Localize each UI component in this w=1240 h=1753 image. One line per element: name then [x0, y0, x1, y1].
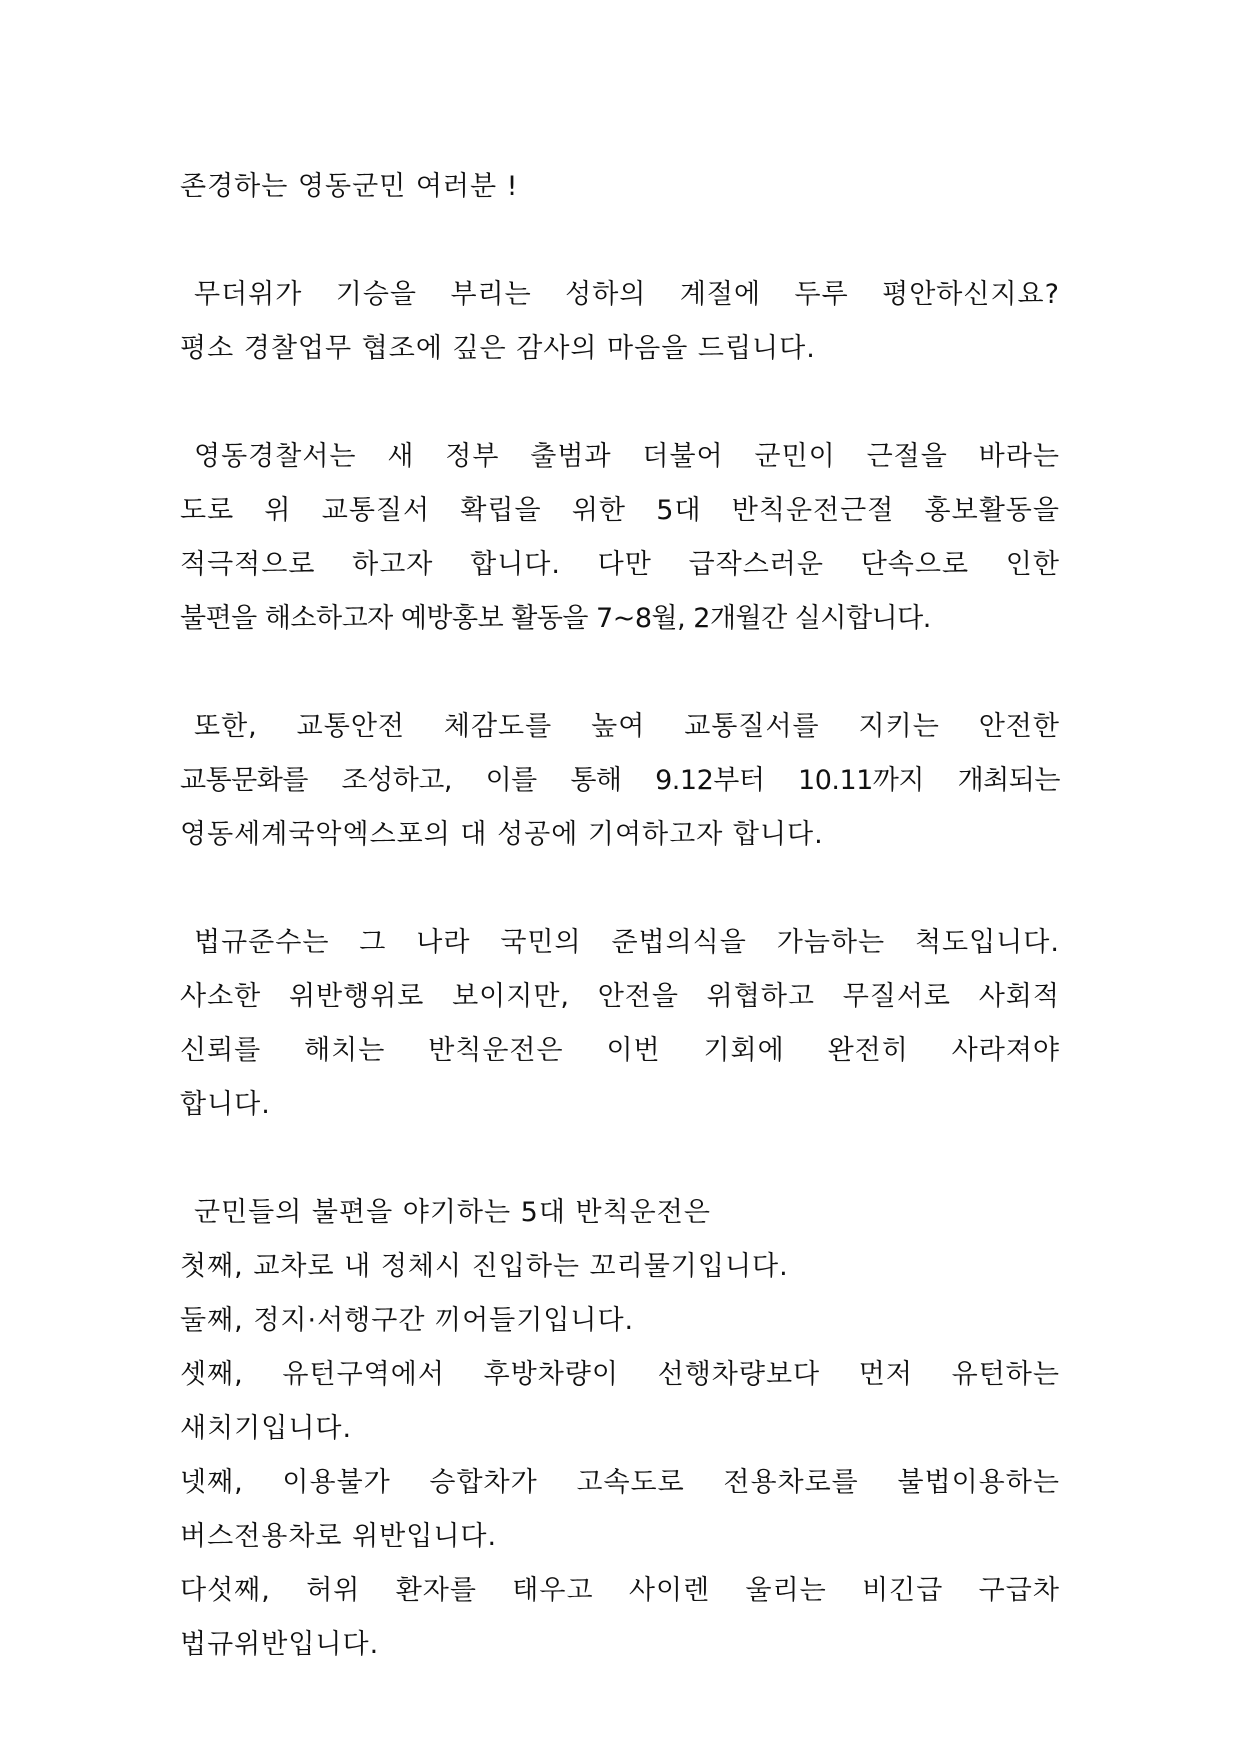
word: 또한,: [194, 711, 258, 742]
word: 후방차량이: [483, 1359, 619, 1390]
greeting: 존경하는 영동군민 여러분 !: [180, 171, 519, 202]
word: 기회에: [703, 1035, 785, 1066]
list-item-5-cont: 법규위반입니다.: [180, 1629, 380, 1660]
word: 유턴구역에서: [282, 1359, 445, 1390]
word: 통해: [570, 765, 622, 796]
list-item-4-cont: 버스전용차로 위반입니다.: [180, 1521, 498, 1552]
word: 도로: [180, 495, 235, 526]
word: 전용차로를: [723, 1467, 859, 1498]
paragraph-5-line-1: 군민들의 불편을 야기하는 5대 반칙운전은: [194, 1197, 711, 1228]
paragraph-gap: [180, 646, 1060, 700]
word: 위: [264, 495, 292, 526]
word: 넷째,: [180, 1467, 244, 1498]
word: 조성하고,: [341, 765, 452, 796]
word: 환자를: [395, 1575, 477, 1606]
paragraph-2-line-1: [180, 430, 1060, 484]
word: 안전한: [978, 711, 1060, 742]
word: 사소한: [180, 981, 262, 1012]
paragraph-4-line-1: [180, 916, 1060, 970]
paragraph-gap: [180, 376, 1060, 430]
word: 비긴급: [862, 1575, 944, 1606]
word: 고속도로: [576, 1467, 685, 1498]
word: 나라: [416, 927, 471, 958]
word: 다섯째,: [180, 1575, 271, 1606]
word: 위반행위로: [288, 981, 425, 1012]
word: 교통질서를: [684, 711, 820, 742]
word: 신뢰를: [180, 1035, 262, 1066]
word: 교통문화를: [180, 765, 308, 796]
word: 울리는: [745, 1575, 827, 1606]
word: 인한: [1005, 549, 1060, 580]
word: 바라는: [978, 441, 1060, 472]
word: 불법이용하는: [897, 1467, 1060, 1498]
word: 위한: [571, 495, 627, 526]
word: 10.11까지: [798, 765, 924, 796]
word: 5대: [656, 495, 702, 526]
paragraph-1-line-2: 평소 경찰업무 협조에 깊은 감사의 마음을 드립니다.: [180, 333, 816, 364]
paragraph-3-line-2: [180, 754, 1060, 808]
word: 급작스러운: [688, 549, 824, 580]
word: 이용불가: [282, 1467, 391, 1498]
word: 정부: [445, 441, 500, 472]
word: 계절에: [679, 279, 762, 310]
word: 더불어: [642, 441, 724, 472]
paragraph-gap: [180, 1132, 1060, 1186]
word: 기승을: [335, 279, 418, 310]
word: 완전히: [827, 1035, 909, 1066]
word: 그: [359, 927, 387, 958]
word: 사회적: [978, 981, 1060, 1012]
word: 새: [387, 441, 415, 472]
word: 9.12부터: [655, 765, 765, 796]
list-item-5: [180, 1564, 1060, 1618]
list-item-1: 첫째, 교차로 내 정체시 진입하는 꼬리물기입니다.: [180, 1251, 789, 1282]
word: 지키는: [858, 711, 940, 742]
paragraph-4-line-4: 합니다.: [180, 1089, 271, 1120]
word: 부리는: [450, 279, 532, 310]
word: 이번: [606, 1035, 661, 1066]
word: 군민이: [754, 441, 836, 472]
word: 합니다.: [470, 549, 561, 580]
word: 사이렌: [628, 1575, 711, 1606]
word: 반칙운전근절: [731, 495, 895, 526]
word: 무질서로: [842, 981, 952, 1012]
letter-body: [180, 160, 1060, 1672]
word: 유턴하는: [951, 1359, 1060, 1390]
word: 근절을: [866, 441, 948, 472]
paragraph-3-line-1: [180, 700, 1060, 754]
list-item-3-cont: 새치기입니다.: [180, 1413, 353, 1444]
word: 셋째,: [180, 1359, 244, 1390]
word: 안전을: [597, 981, 679, 1012]
word: 태우고: [512, 1575, 594, 1606]
word: 높여: [591, 711, 646, 742]
word: 사라져야: [951, 1035, 1060, 1066]
word: 체감도를: [443, 711, 553, 742]
paragraph-2-line-3: [180, 538, 1060, 592]
word: 무더위가: [194, 279, 303, 310]
word: 확립을: [460, 495, 542, 526]
word: 척도입니다.: [914, 927, 1060, 958]
word: 구급차: [978, 1575, 1060, 1606]
word: 준법의식을: [611, 927, 747, 958]
list-item-2: 둘째, 정지·서행구간 끼어들기입니다.: [180, 1305, 635, 1336]
paragraph-gap: [180, 862, 1060, 916]
paragraph-4-line-2: [180, 970, 1060, 1024]
word: 보이지만,: [452, 981, 570, 1012]
list-item-4: [180, 1456, 1060, 1510]
word: 반칙운전은: [428, 1035, 564, 1066]
word: 홍보활동을: [924, 495, 1060, 526]
paragraph-1-line-1: [180, 268, 1060, 322]
word: 다만: [597, 549, 652, 580]
word: 법규준수는: [194, 927, 330, 958]
paragraph-2-line-4: 불편을 해소하고자 예방홍보 활동을 7~8월, 2개월간 실시합니다.: [180, 603, 931, 634]
list-item-3: [180, 1348, 1060, 1402]
paragraph-4-line-3: [180, 1024, 1060, 1078]
word: 영동경찰서는: [194, 441, 357, 472]
word: 가늠하는: [776, 927, 886, 958]
word: 평안하신지요?: [882, 279, 1060, 310]
word: 국민의: [500, 927, 582, 958]
word: 이를: [485, 765, 537, 796]
word: 출범과: [530, 441, 612, 472]
word: 적극적으로: [180, 549, 316, 580]
word: 해치는: [304, 1035, 386, 1066]
word: 위협하고: [706, 981, 815, 1012]
word: 하고자: [352, 549, 434, 580]
word: 먼저: [858, 1359, 913, 1390]
word: 단속으로: [860, 549, 970, 580]
word: 교통안전: [296, 711, 405, 742]
paragraph-2-line-2: [180, 484, 1060, 538]
word: 승합차가: [429, 1467, 538, 1498]
word: 개최되는: [957, 765, 1060, 796]
word: 교통질서: [321, 495, 431, 526]
word: 선행차량보다: [657, 1359, 821, 1390]
paragraph-gap: [180, 214, 1060, 268]
word: 두루: [794, 279, 849, 310]
word: 성하의: [565, 279, 647, 310]
word: 허위: [306, 1575, 361, 1606]
paragraph-3-line-3: 영동세계국악엑스포의 대 성공에 기여하고자 합니다.: [180, 819, 824, 850]
